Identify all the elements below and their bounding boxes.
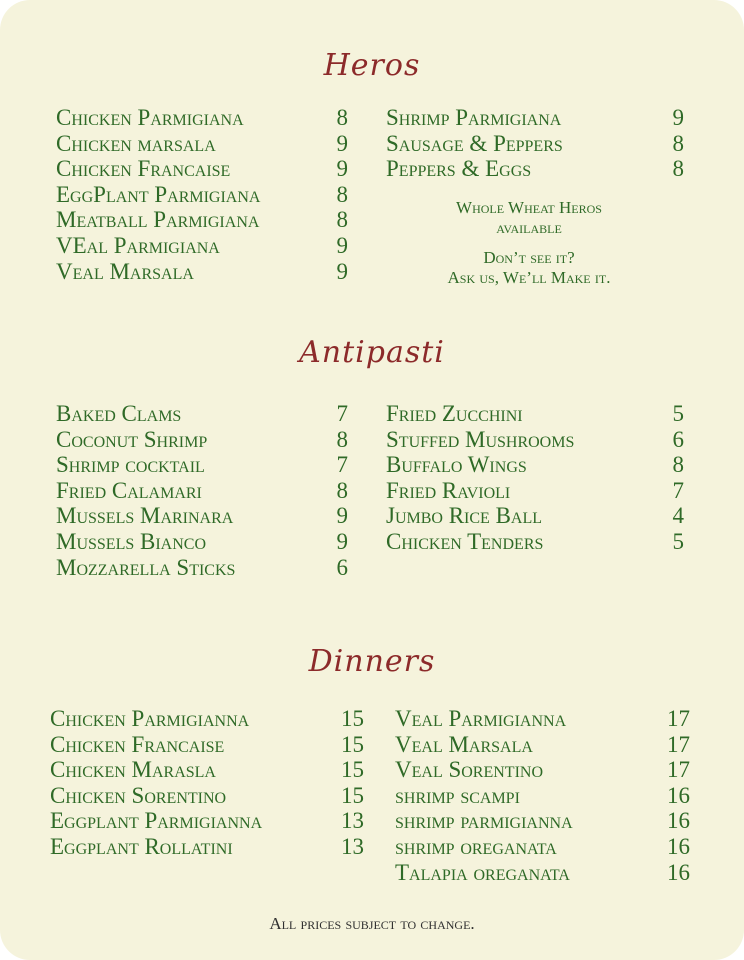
menu-item-price: 8 bbox=[672, 156, 684, 182]
heros-title: Heros bbox=[323, 48, 421, 83]
menu-item-price: 9 bbox=[336, 130, 348, 156]
menu-item-name: shrimp parmigianna bbox=[395, 808, 573, 834]
menu-item-name: Chicken Marasla bbox=[50, 757, 216, 783]
menu-item-name: Shrimp cocktail bbox=[56, 452, 205, 478]
menu-item-name: Chicken Francaise bbox=[56, 156, 231, 182]
menu-item-price: 6 bbox=[336, 554, 348, 580]
menu-item-name: Veal Parmigianna bbox=[395, 706, 567, 731]
menu-item-price: 15 bbox=[341, 706, 364, 731]
menu-item-price: 13 bbox=[341, 834, 364, 859]
menu-item-price: 16 bbox=[667, 859, 690, 885]
heros-note-ask-us bbox=[384, 248, 674, 288]
menu-item-name: Meatball Parmigiana bbox=[56, 207, 260, 233]
menu-item-name: Chicken Tenders bbox=[386, 529, 544, 554]
menu-item-price: 7 bbox=[336, 452, 348, 478]
menu-item-price: 13 bbox=[341, 808, 364, 834]
dinners-title: Dinners bbox=[308, 644, 436, 679]
menu-item-price: 9 bbox=[336, 156, 348, 182]
menu-item-price: 9 bbox=[336, 258, 348, 284]
menu-item-name: Chicken Parmigiana bbox=[56, 105, 244, 130]
menu-item-price: 17 bbox=[667, 757, 690, 783]
menu-item-price: 8 bbox=[336, 207, 348, 233]
menu-item-name: Veal Sorentino bbox=[395, 757, 544, 783]
menu-item-price: 16 bbox=[667, 808, 690, 834]
menu-item-name: Mozzarella Sticks bbox=[56, 554, 236, 580]
antipasti-title: Antipasti bbox=[299, 335, 445, 370]
menu-item-name: Veal Marsala bbox=[395, 731, 533, 757]
menu-item-price: 9 bbox=[336, 503, 348, 529]
menu-item-price: 8 bbox=[336, 105, 348, 130]
menu-item-price: 9 bbox=[336, 233, 348, 258]
menu-item-price: 17 bbox=[667, 706, 690, 731]
menu-item-name: Fried Ravioli bbox=[386, 477, 511, 503]
menu-item-name: VEal Parmigiana bbox=[56, 233, 220, 258]
menu-item-price: 9 bbox=[672, 105, 684, 130]
menu-item-name: Peppers & Eggs bbox=[386, 156, 532, 182]
menu-item-price: 15 bbox=[341, 757, 364, 783]
menu-item-price: 8 bbox=[336, 181, 348, 207]
menu-item-name: Mussels Marinara bbox=[56, 503, 234, 529]
menu-item-name: Eggplant Parmigianna bbox=[50, 808, 263, 834]
menu-item-price: 17 bbox=[667, 731, 690, 757]
menu-item-price: 5 bbox=[672, 401, 684, 426]
menu-item-name: Fried Zucchini bbox=[386, 401, 523, 426]
note-line: available bbox=[496, 218, 562, 237]
menu-item-price: 8 bbox=[336, 426, 348, 452]
menu-item-name: Sausage & Peppers bbox=[386, 130, 563, 156]
menu-item-price: 8 bbox=[336, 477, 348, 503]
menu-item-price: 15 bbox=[341, 782, 364, 808]
menu-item-name: Talapia oreganata bbox=[395, 859, 570, 885]
menu-item-name: Mussels Bianco bbox=[56, 529, 207, 554]
menu-item-price: 6 bbox=[672, 426, 684, 452]
menu-item-name: EggPlant Parmigiana bbox=[56, 181, 261, 207]
menu-item-name: Eggplant Rollatini bbox=[50, 834, 233, 859]
menu-item-name: Fried Calamari bbox=[56, 477, 202, 503]
menu-item-price: 16 bbox=[667, 834, 690, 859]
menu-item-name: Shrimp Parmigiana bbox=[386, 105, 562, 130]
menu-item-name: Veal Marsala bbox=[56, 258, 194, 284]
menu-item-name: Jumbo Rice Ball bbox=[386, 503, 543, 529]
menu-item-price: 7 bbox=[336, 401, 348, 426]
note-line: Ask us, We’ll Make it. bbox=[447, 268, 611, 287]
menu-item-price: 8 bbox=[672, 130, 684, 156]
note-line: Whole Wheat Heros bbox=[456, 198, 602, 217]
menu-item-price: 8 bbox=[672, 452, 684, 478]
menu-item-price: 4 bbox=[672, 503, 684, 529]
menu-item-name: Stuffed Mushrooms bbox=[386, 426, 575, 452]
menu-item-name: Chicken Sorentino bbox=[50, 782, 227, 808]
menu-item-name: Chicken Parmigianna bbox=[50, 706, 250, 731]
menu-item-name: Chicken marsala bbox=[56, 130, 216, 156]
menu-item-name: Chicken Francaise bbox=[50, 731, 225, 757]
price-disclaimer: All prices subject to change. bbox=[269, 914, 475, 933]
menu-item-price: 9 bbox=[336, 529, 348, 554]
menu-item-name: shrimp oreganata bbox=[395, 834, 557, 859]
menu-item-price: 7 bbox=[672, 477, 684, 503]
menu-item-price: 15 bbox=[341, 731, 364, 757]
menu-item-name: shrimp scampi bbox=[395, 782, 520, 808]
menu-item-price: 5 bbox=[672, 529, 684, 554]
heros-note-whole-wheat bbox=[384, 198, 674, 238]
menu-item-price: 16 bbox=[667, 782, 690, 808]
menu-item-name: Buffalo Wings bbox=[386, 452, 527, 478]
menu-item-name: Coconut Shrimp bbox=[56, 426, 208, 452]
menu-item-name: Baked Clams bbox=[56, 401, 182, 426]
note-line: Don’t see it? bbox=[483, 248, 575, 267]
